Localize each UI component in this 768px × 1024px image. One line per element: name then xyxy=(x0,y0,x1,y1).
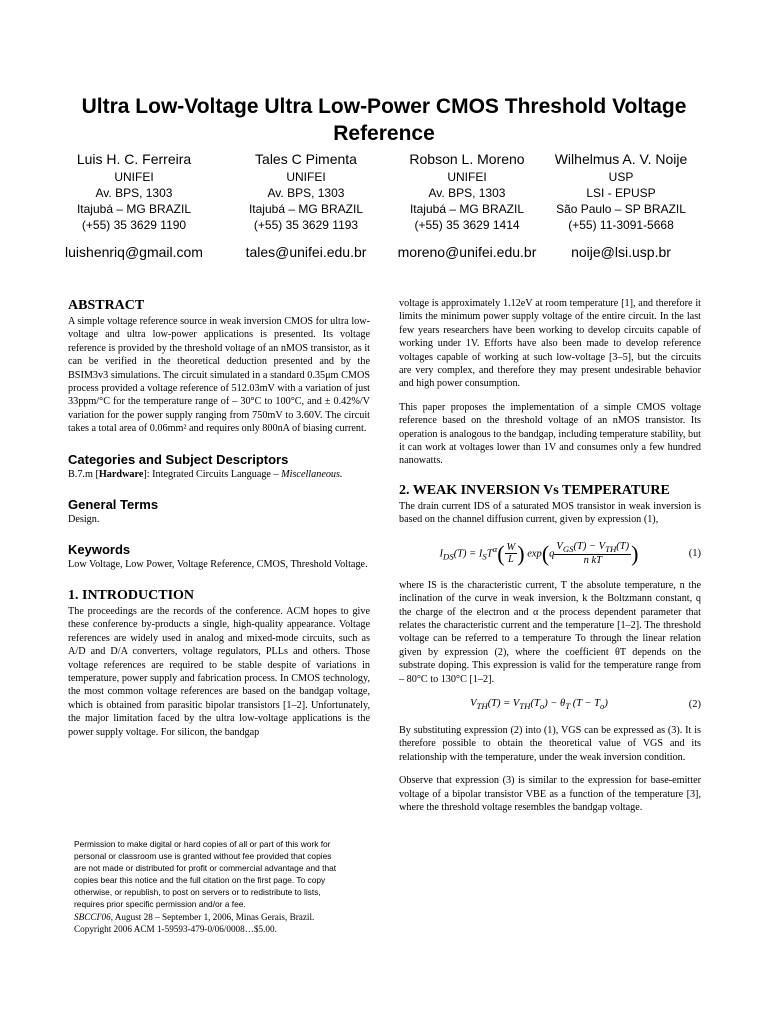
paragraph: voltage is approximately 1.12eV at room temperature [1], and therefore it limits the minimum power supply voltage of the entire circuit. In the last few years researchers have been working to develop circuits capable of working under 1V. Efforts have also been made to develop reference voltages capable of working at such low-voltage [3–5], but the circuits are very complex, and therefore they may present undesirable behavior and high power consumption. xyxy=(399,298,701,390)
author-phone: (+55) 35 3629 1190 xyxy=(81,218,187,232)
author-phone: (+55) 35 3629 1193 xyxy=(253,218,359,232)
equation-body: $I_{DS}(T) = I_ST^\alpha$( $\frac{W}{L}$ ) exp(q $\frac{V_{GS}(T) - V_{TH}(T)}{\text{n kT}}$ ) xyxy=(439,540,639,567)
paragraph: Observe that expression (3) is similar to the expression for base-emitter voltage of a bipolar transistor VBE as a function of the temperature [3], where the threshold voltage resembles the bandgap voltage. xyxy=(399,775,701,813)
conference-name: SBCCI'06 xyxy=(74,911,111,922)
introduction-heading: 1. INTRODUCTION xyxy=(68,587,195,603)
keywords-heading: Keywords xyxy=(68,542,131,558)
paragraph: This paper proposes the implementation of a simple CMOS voltage reference based on the threshold voltage of an nMOS transistor. Its operation is analogous to the bandgap, including temperature stability, but it can work at voltages lower than 1V and consumes only a few hundred nanowatts. xyxy=(399,401,701,467)
equation-number: (1) xyxy=(688,548,701,560)
author-name: Robson L. Moreno xyxy=(409,151,525,167)
permission-text: Permission to make digital or hard copies of all or part of this work for personal or classroom use is granted without fee provided that copies are not made or distributed for profit or commercial advantage and that copies bear this notice and the full citation on the first page. To copy otherwise, or republish, to post on servers or to redistribute to lists, requires prior specific permission and/or a fee. xyxy=(74,839,337,910)
keywords-text: Low Voltage, Low Power, Voltage Reference, CMOS, Threshold Voltage. xyxy=(68,559,368,571)
author-email: moreno@unifei.edu.br xyxy=(397,244,537,260)
author-address: Av. BPS, 1303 xyxy=(95,186,173,200)
author-name: Wilhelmus A. V. Noije xyxy=(554,151,688,167)
author-block xyxy=(531,150,711,262)
right-column xyxy=(399,297,701,814)
author-name: Tales C Pimenta xyxy=(255,151,357,167)
equation-body: $V_{TH}(T) = V_{TH}(T_o) - \theta_T$ $(T - T_o)$ xyxy=(470,698,608,712)
categories-rest: ]: Integrated Circuits Language – xyxy=(143,468,282,480)
equation-2 xyxy=(399,694,701,716)
general-terms-text: Design. xyxy=(68,514,100,526)
author-block xyxy=(377,150,557,262)
categories-italic: Miscellaneous. xyxy=(281,468,343,480)
author-affiliation: UNIFEI xyxy=(447,170,487,184)
equation-number: (2) xyxy=(688,699,701,711)
author-email: luishenriq@gmail.com xyxy=(65,244,203,260)
abstract-heading: ABSTRACT xyxy=(68,298,145,313)
conference-line xyxy=(74,911,344,923)
author-email: tales@unifei.edu.br xyxy=(245,244,367,260)
author-phone: (+55) 35 3629 1414 xyxy=(414,218,520,232)
author-affiliation: UNIFEI xyxy=(286,170,326,184)
categories-heading: Categories and Subject Descriptors xyxy=(68,451,289,467)
copyright-footnote xyxy=(74,838,344,935)
author-affiliation: USP xyxy=(608,170,634,184)
author-affiliation: UNIFEI xyxy=(114,170,154,184)
equation-1 xyxy=(399,537,701,571)
section-heading: 2. WEAK INVERSION Vs TEMPERATURE xyxy=(399,482,670,498)
author-address: LSI - EPUSP xyxy=(586,186,656,200)
author-block xyxy=(44,150,224,262)
author-block xyxy=(216,150,396,262)
author-city: São Paulo – SP BRAZIL xyxy=(556,202,686,216)
paragraph: By substituting expression (2) into (1), VGS can be expressed as (3). It is therefore possible to obtain the theoretical value of VGS and its relationship with the temperature, under the weak inversion condition. xyxy=(399,724,701,763)
general-terms-heading: General Terms xyxy=(68,497,159,513)
author-city: Itajubá – MG BRAZIL xyxy=(76,202,192,216)
categories-code: B.7.m [ xyxy=(68,468,99,480)
left-column xyxy=(68,297,370,739)
categories-text xyxy=(68,468,370,481)
author-city: Itajubá – MG BRAZIL xyxy=(248,202,364,216)
paper-title: Ultra Low-Voltage Ultra Low-Power CMOS Threshold Voltage Reference xyxy=(81,95,687,145)
author-name: Luis H. C. Ferreira xyxy=(76,151,192,167)
copyright-line: Copyright 2006 ACM 1-59593-479-0/06/0008…$5.00. xyxy=(74,923,277,934)
conference-details: , August 28 – September 1, 2006, Minas Gerais, Brazil. xyxy=(110,911,315,922)
author-city: Itajubá – MG BRAZIL xyxy=(409,202,525,216)
paragraph: The drain current IDS of a saturated MOS transistor in weak inversion is based on the channel diffusion current, given by expression (1), xyxy=(399,500,701,526)
author-address: Av. BPS, 1303 xyxy=(267,186,345,200)
paragraph: where IS is the characteristic current, T the absolute temperature, n the inclination of the curve in weak inversion, k the Boltzmann constant, q the charge of the electron and α the process dependent parameter that relates the characteristic current and the temperature [1–2]. The threshold voltage can be referred to a temperature To through the linear relation given by expression (2), where the coefficient θT depends on the substrate doping. This expression is valid for the temperature range from – 80°C to 130°C [1–2]. xyxy=(399,579,701,685)
author-email: noije@lsi.usp.br xyxy=(571,244,671,260)
abstract-text: A simple voltage reference source in weak inversion CMOS for ultra low-voltage and ultra low-power applications is presented. Its voltage reference is provided by the threshold voltage of an nMOS transistor, as it can be verified in the theoretical deduction presented and by the BSIM3v3 simulations. The circuit simulated in a standard 0.35μm CMOS process provided a voltage reference of 512.03mV with a variation of just 33ppm/°C for the temperature range of – 30°C to 100°C, and ± 0.42%/V variation for the power supply ranging from 750mV to 3.60V. The circuit takes a total area of 0.06mm² and requires only 800nA of biasing current. xyxy=(68,316,370,435)
categories-bold: Hardware xyxy=(98,468,144,480)
author-phone: (+55) 11-3091-5668 xyxy=(568,218,674,232)
introduction-text: The proceedings are the records of the conference. ACM hopes to give these conference by-products a single, high-quality appearance. Voltage references are widely used in analog and mixed-mode circuits, such as A/D and D/A converters, voltage regulators, PLLs and others. Those voltage references are required to be stable despite of variations in temperature, power supply and fabrication process. In CMOS technology, the most common voltage references are based on the bandgap voltage, which is obtained from parasitic bipolar transistors [1–2]. Unfortunately, the major limitation faced by the ultra low-voltage applications is the power supply voltage. For silicon, the bandgap xyxy=(68,605,370,738)
author-address: Av. BPS, 1303 xyxy=(428,186,506,200)
